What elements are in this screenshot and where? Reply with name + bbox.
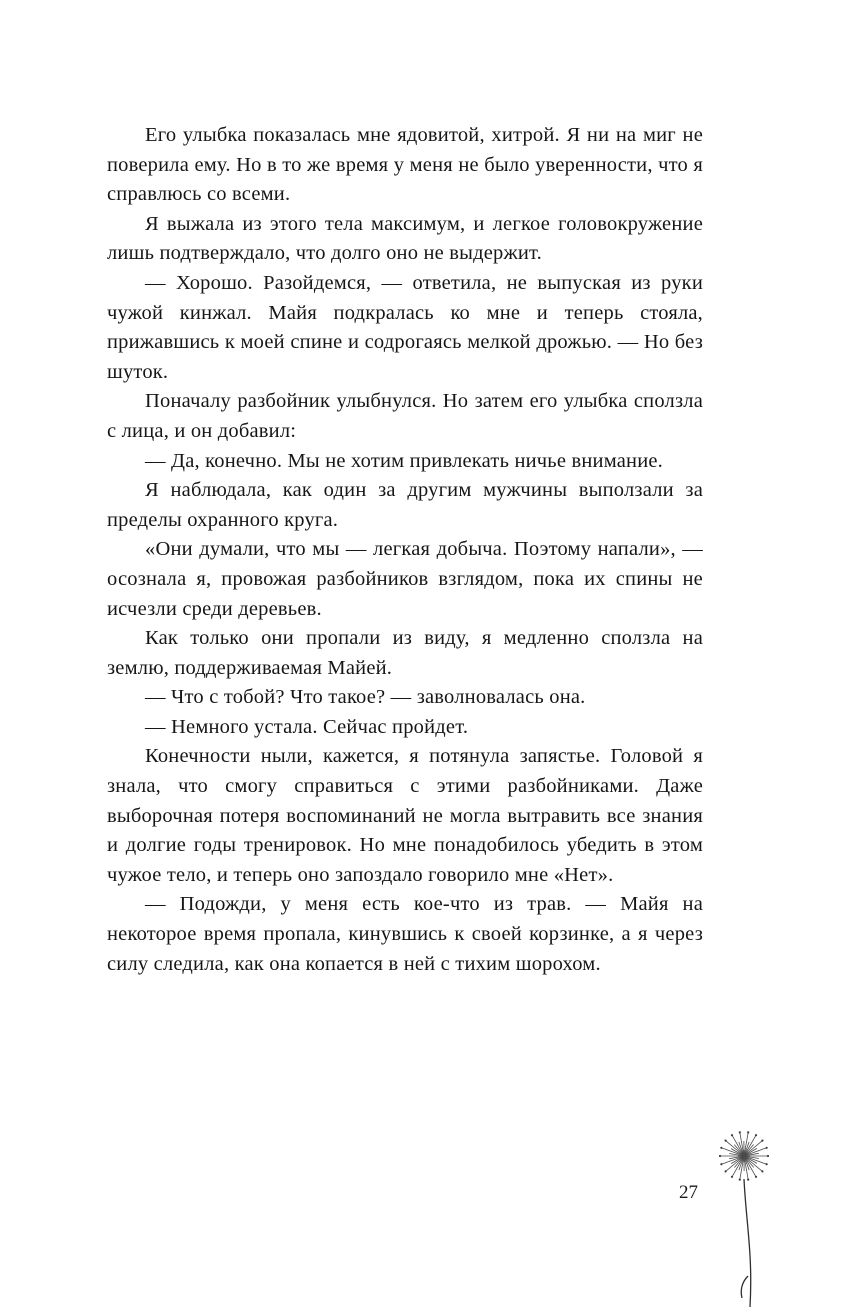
paragraph: — Немного устала. Сейчас пройдет. [145,715,469,738]
paragraph: Конечности ныли, кажется, я потянула запястье. Головой я знала, что смогу справиться с этими разбойниками. Даже выборочная потеря воспоминаний не могла вытравить все знания и долгие годы тренировок. Но мне понадобилось убедить в этом чужое тело, и теперь оно запоздало говорило мне «Нет». [107,745,703,886]
paragraph: Поначалу разбойник улыбнулся. Но затем его улыбка сползла с лица, и он добавил: [107,390,703,442]
paragraph: «Они думали, что мы — легкая добыча. Поэтому напали», — осознала я, провожая разбойников взглядом, пока их спины не исчезли среди деревьев. [107,538,703,620]
page-text-block [107,121,703,979]
paragraph: Его улыбка показалась мне ядовитой, хитрой. Я ни на миг не поверила ему. Но в то же время у меня не было уверенности, что я справлюсь со всеми. [107,124,703,206]
paragraph: — Что с тобой? Что такое? — заволновалась она. [145,686,586,709]
page-number: 27 [679,1182,698,1203]
paragraph: Я выжала из этого тела максимум, и легкое головокружение лишь подтверждало, что долго оно не выдержит. [107,212,703,265]
paragraph: — Подожди, у меня есть кое-что из трав. — Майя на некоторое время пропала, кинувшись к своей корзинке, а я через силу следила, как она копается в ней с тихим шорохом. [107,893,703,975]
paragraph: — Хорошо. Разойдемся, — ответила, не выпуская из руки чужой кинжал. Майя подкралась ко мне и теперь стояла, прижавшись к моей спине и содрогаясь мелкой дрожью. — Но без шуток. [107,271,703,383]
paragraph: Я наблюдала, как один за другим мужчины выползали за пределы охранного круга. [107,479,703,531]
dandelion-illustration [712,1126,776,1310]
paragraph: — Да, конечно. Мы не хотим привлекать ничье внимание. [145,449,663,472]
paragraph: Как только они пропали из виду, я медленно сползла на землю, поддерживаемая Майей. [107,627,703,679]
